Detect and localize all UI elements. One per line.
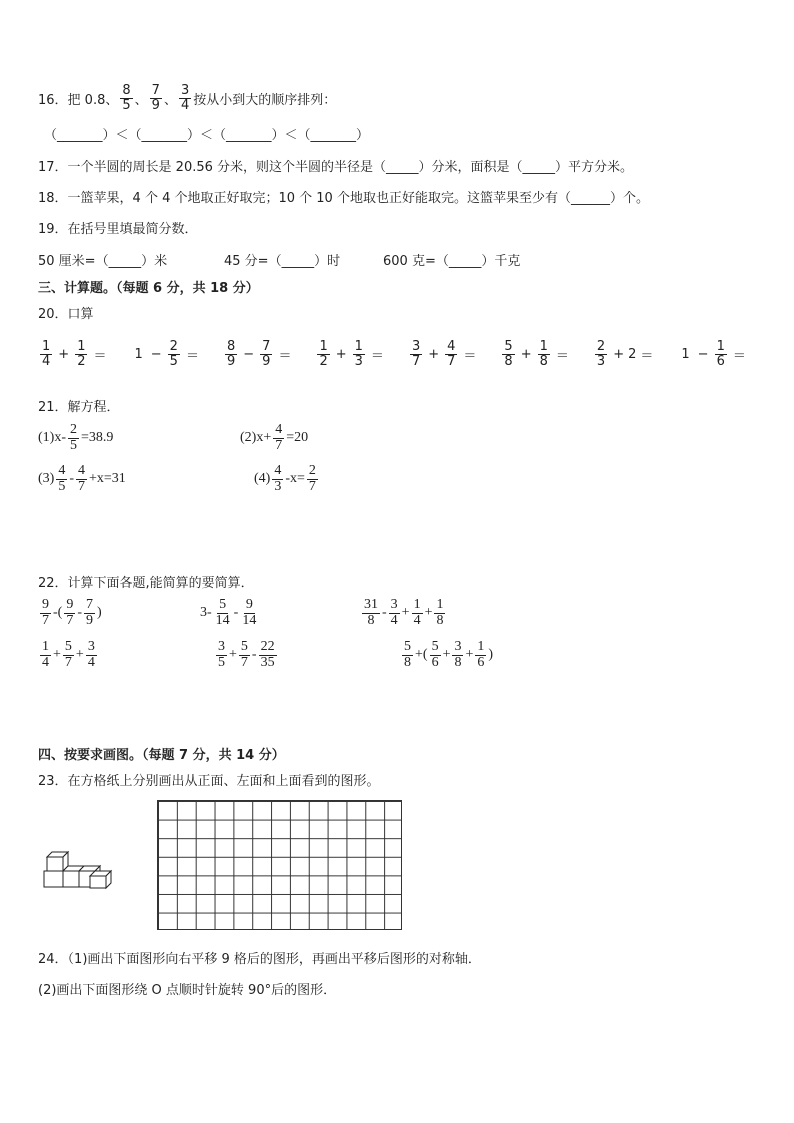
fraction: $\frac{1}{4}$: [42, 339, 51, 369]
q22-expr-5: $\frac{3}{5}$ + $\frac{5}{7}$ - $\frac{22}{35}$: [218, 639, 275, 670]
q22-expr-2: 3- $\frac{5}{14}$ - $\frac{9}{14}$: [200, 597, 257, 628]
fraction: $\frac{3}{7}$: [411, 339, 421, 369]
q20-title: 20．口算: [38, 307, 94, 322]
q16-suffix: 按从小到大的顺序排列：: [193, 92, 337, 108]
q22-expr-1: $\frac{9}{7}$ -( $\frac{9}{7}$ - $\frac{7}{9}$ ): [42, 597, 102, 628]
q20-problem[interactable]: $\frac{1}{4}$ + $\frac{1}{2}$ ＝: [42, 339, 107, 369]
q16-answer-line[interactable]: （_______）＜（_______）＜（_______）＜（_______）: [44, 128, 370, 143]
q19-item-3[interactable]: 600 克=（_____）千克: [383, 254, 521, 269]
q20-problem[interactable]: $\frac{1}{2}$ + $\frac{1}{3}$ ＝: [319, 339, 384, 369]
q22-expr-3: $\frac{31}{8}$ - $\frac{3}{4}$ + $\frac{1}{4}$ + $\frac{1}{8}$: [364, 597, 444, 628]
fraction: $\frac{8}{5}$: [122, 83, 131, 113]
q21-equation-3: (3) $\frac{4}{5}$ - $\frac{4}{7}$ +x=31: [38, 463, 126, 494]
q21-equation-4: (4) $\frac{4}{3}$ -x= $\frac{2}{7}$: [254, 463, 316, 494]
q20-problem[interactable]: $\frac{2}{3}$ + 2 ＝: [596, 339, 654, 369]
q16-line: [38, 84, 336, 112]
q21-equation-1: (1)x- $\frac{2}{5}$ =38.9: [38, 422, 114, 453]
fraction: $\frac{7}{9}$: [151, 83, 160, 113]
separator: 、: [163, 92, 177, 108]
fraction: $\frac{3}{4}$: [180, 83, 190, 113]
fraction: $\frac{1}{2}$: [77, 339, 86, 369]
cube-stack-figure: [42, 850, 122, 892]
q18-text: 18．一篮苹果，4 个 4 个地取正好取完；10 个 10 个地取也正好能取完。这篮苹果至少有（______）个。: [38, 191, 649, 206]
section-3-heading: 三、计算题。（每题 6 分，共 18 分）: [38, 281, 259, 296]
grid-paper[interactable]: [157, 800, 402, 930]
q24-part-2: (2)画出下面图形绕 O 点顺时针旋转 90°后的图形．: [38, 983, 337, 998]
q20-problem[interactable]: $\frac{5}{8}$ + $\frac{1}{8}$ ＝: [504, 339, 569, 369]
fraction: $\frac{8}{9}$: [226, 339, 236, 369]
q17-text: 17．一个半圆的周长是 20.56 分米，则这个半圆的半径是（_____）分米，面积是（_____）平方分米。: [38, 160, 634, 175]
separator: 、: [134, 92, 148, 108]
fraction: $\frac{4}{7}$: [447, 339, 456, 369]
q22-title: 22．计算下面各题,能简算的要简算．: [38, 576, 254, 591]
q16-prefix: 16．把 0.8、: [38, 92, 119, 108]
q20-problem[interactable]: $\frac{3}{7}$ + $\frac{4}{7}$ ＝: [411, 339, 477, 369]
section-4-heading: 四、按要求画图。（每题 7 分，共 14 分）: [38, 748, 285, 763]
fraction: $\frac{1}{8}$: [539, 339, 548, 369]
q23-text: 23．在方格纸上分别画出从正面、左面和上面看到的图形。: [38, 774, 380, 789]
q19-item-2[interactable]: 45 分=（_____）时: [224, 254, 341, 269]
q20-problem[interactable]: 1 − $\frac{1}{6}$ ＝: [681, 339, 746, 369]
fraction: $\frac{7}{9}$: [262, 339, 271, 369]
q21-title: 21．解方程．: [38, 400, 120, 415]
fraction: $\frac{2}{5}$: [169, 339, 178, 369]
q20-oral-calc-row: [38, 340, 750, 368]
fraction: $\frac{1}{6}$: [716, 339, 725, 369]
fraction: $\frac{2}{3}$: [596, 339, 606, 369]
fraction: $\frac{5}{8}$: [504, 339, 513, 369]
fraction: $\frac{1}{2}$: [319, 339, 328, 369]
q20-problem[interactable]: $\frac{8}{9}$ − $\frac{7}{9}$ ＝: [226, 339, 292, 369]
q19-item-1[interactable]: 50 厘米=（_____）米: [38, 254, 168, 269]
q21-equation-2: (2)x+ $\frac{4}{7}$ =20: [240, 422, 309, 453]
q22-expr-6: $\frac{5}{8}$ +( $\frac{5}{6}$ + $\frac{3}{8}$ + $\frac{1}{6}$ ): [404, 639, 494, 670]
q19-title: 19．在括号里填最简分数．: [38, 222, 198, 237]
q24-part-1: 24．（1)画出下面图形向右平移 9 格后的图形，再画出平移后图形的对称轴．: [38, 952, 481, 967]
fraction: $\frac{1}{3}$: [354, 339, 363, 369]
q20-problem[interactable]: 1 − $\frac{2}{5}$ ＝: [134, 339, 199, 369]
q22-expr-4: $\frac{1}{4}$ + $\frac{5}{7}$ + $\frac{3}{4}$: [42, 639, 95, 670]
